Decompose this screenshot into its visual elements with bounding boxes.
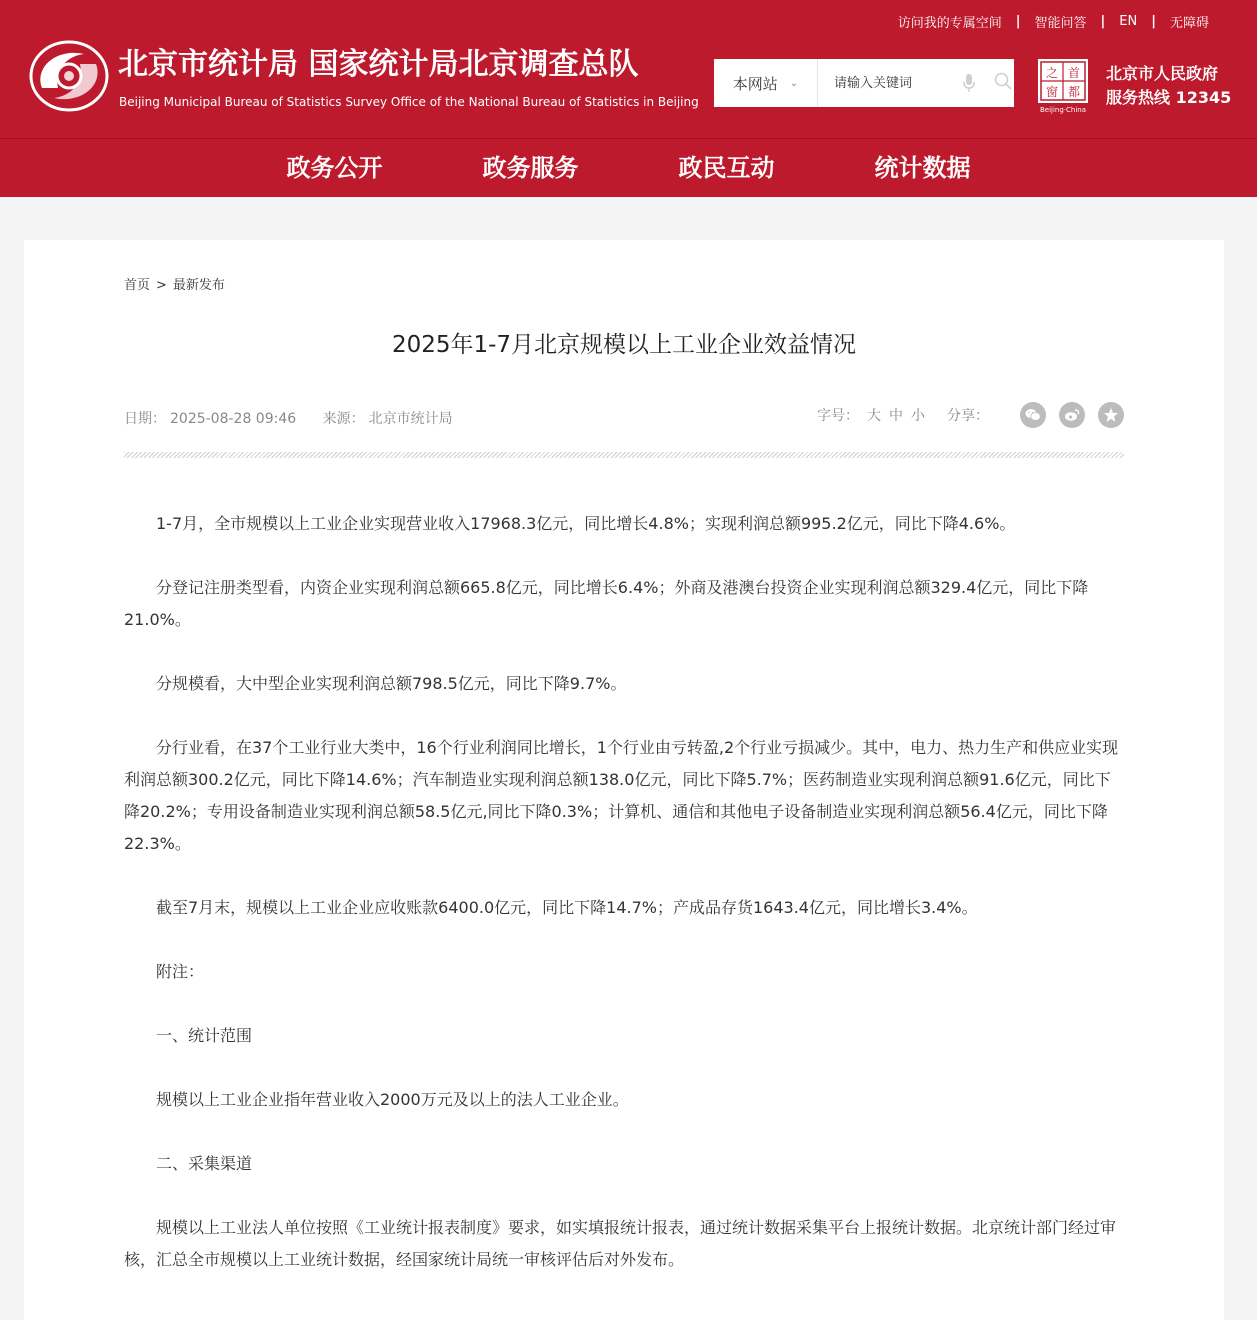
site-title[interactable]: 北京市统计局 国家统计局北京调查总队 xyxy=(118,47,639,82)
share-label: 分享： xyxy=(947,408,989,424)
site-subtitle: Beijing Municipal Bureau of Statistics Survey Office of the National Bureau of Statistics in Beijing xyxy=(119,95,699,109)
search-bar xyxy=(714,59,1014,107)
article-tools xyxy=(817,402,1124,428)
weibo-share-icon[interactable] xyxy=(1059,402,1085,428)
search-input[interactable] xyxy=(818,75,956,92)
date-label: 日期： xyxy=(124,411,166,427)
article-paragraph: 分登记注册类型看，内资企业实现利润总额665.8亿元，同比增长6.4%；外商及港澳台投资企业实现利润总额329.4亿元，同比下降21.0%。 xyxy=(124,578,1089,629)
font-size-label: 字号： xyxy=(817,408,859,424)
breadcrumb-separator: > xyxy=(156,278,167,293)
hotline-number: 服务热线 12345 xyxy=(1106,88,1232,107)
badge-char: 首 xyxy=(1067,66,1081,80)
favorite-share-icon[interactable] xyxy=(1098,402,1124,428)
microphone-icon[interactable] xyxy=(962,72,976,94)
my-space-link[interactable]: 访问我的专属空间 xyxy=(897,16,1002,31)
article-paragraph: 分规模看，大中型企业实现利润总额798.5亿元，同比下降9.7%。 xyxy=(156,674,627,693)
article-body xyxy=(124,508,1124,1308)
article-paragraph: 1-7月，全市规模以上工业企业实现营业收入17968.3亿元，同比增长4.8%；实现利润总额995.2亿元，同比下降4.6%。 xyxy=(156,514,1016,533)
font-size-medium[interactable]: 中 xyxy=(889,408,903,424)
article-card xyxy=(24,240,1224,1320)
breadcrumb-latest[interactable]: 最新发布 xyxy=(172,278,225,293)
source-value: 北京市统计局 xyxy=(368,411,453,427)
accessibility-link[interactable]: 无障碍 xyxy=(1169,16,1209,31)
divider xyxy=(124,452,1124,458)
article-paragraph: 二、采集渠道 xyxy=(156,1154,253,1173)
wechat-share-icon[interactable] xyxy=(1020,402,1046,428)
breadcrumb xyxy=(124,274,225,293)
chevron-down-icon: ⌄ xyxy=(789,77,799,89)
separator: | xyxy=(1151,14,1156,29)
separator: | xyxy=(1100,14,1106,29)
article-paragraph: 规模以上工业企业指年营业收入2000万元及以上的法人工业企业。 xyxy=(156,1090,629,1109)
english-link[interactable]: EN xyxy=(1119,14,1138,29)
capital-window-icon[interactable] xyxy=(1036,58,1090,114)
search-scope-select[interactable] xyxy=(714,59,818,107)
main-nav xyxy=(0,138,1257,197)
nav-item-gov-services[interactable]: 政务服务 xyxy=(482,154,579,182)
source-label: 来源： xyxy=(322,411,365,427)
badge-char: 都 xyxy=(1067,85,1081,99)
search-scope-label: 本网站 xyxy=(732,74,778,93)
nav-item-interaction[interactable]: 政民互动 xyxy=(678,154,775,182)
badge-char: 窗 xyxy=(1045,85,1059,99)
article-meta xyxy=(124,408,457,428)
smart-qa-link[interactable]: 智能问答 xyxy=(1034,16,1087,31)
article-paragraph: 截至7月末，规模以上工业企业应收账款6400.0亿元，同比下降14.7%；产成品存货1643.4亿元，同比增长3.4%。 xyxy=(156,898,978,917)
top-links xyxy=(898,12,1209,31)
bureau-logo-icon[interactable] xyxy=(28,38,110,114)
badge-char: 之 xyxy=(1045,66,1059,80)
search-icon[interactable] xyxy=(994,72,1012,94)
article-paragraph: 一、统计范围 xyxy=(156,1026,253,1045)
publish-date: 2025-08-28 09:46 xyxy=(170,411,297,427)
hotline[interactable] xyxy=(1106,62,1231,110)
nav-item-statistics[interactable]: 统计数据 xyxy=(874,154,971,182)
article-paragraph: 规模以上工业法人单位按照《工业统计报表制度》要求，如实填报统计报表，通过统计数据采集平台上报统计数据。北京统计部门经过审核，汇总全市规模以上工业统计数据，经国家统计局统一审核评估后对外发布。 xyxy=(124,1218,1117,1269)
badge-caption: Beijing·China xyxy=(1039,106,1087,114)
breadcrumb-home[interactable]: 首页 xyxy=(124,278,151,293)
site-header xyxy=(0,0,1257,138)
nav-item-gov-affairs[interactable]: 政务公开 xyxy=(286,154,383,182)
font-size-large[interactable]: 大 xyxy=(867,408,881,424)
article-title: 2025年1-7月北京规模以上工业企业效益情况 xyxy=(391,332,857,358)
article-paragraph: 分行业看，在37个工业行业大类中，16个行业利润同比增长，1个行业由亏转盈,2个行业亏损减少。其中，电力、热力生产和供应业实现利润总额300.2亿元，同比下降14.6%；汽车制造业实现利润总额138.0亿元，同比下降5.7%；医药制造业实现利润总额91.6亿元，同比下降20.2%；专用设备制造业实现利润总额58.5亿元,同比下降0.3%；计算机、通信和其他电子设备制造业实现利润总额56.4亿元，同比下降22.3%。 xyxy=(124,738,1119,853)
separator: | xyxy=(1015,14,1021,29)
hotline-title: 北京市人民政府 xyxy=(1106,64,1219,83)
article-paragraph: 附注： xyxy=(156,962,205,981)
font-size-small[interactable]: 小 xyxy=(911,408,925,424)
